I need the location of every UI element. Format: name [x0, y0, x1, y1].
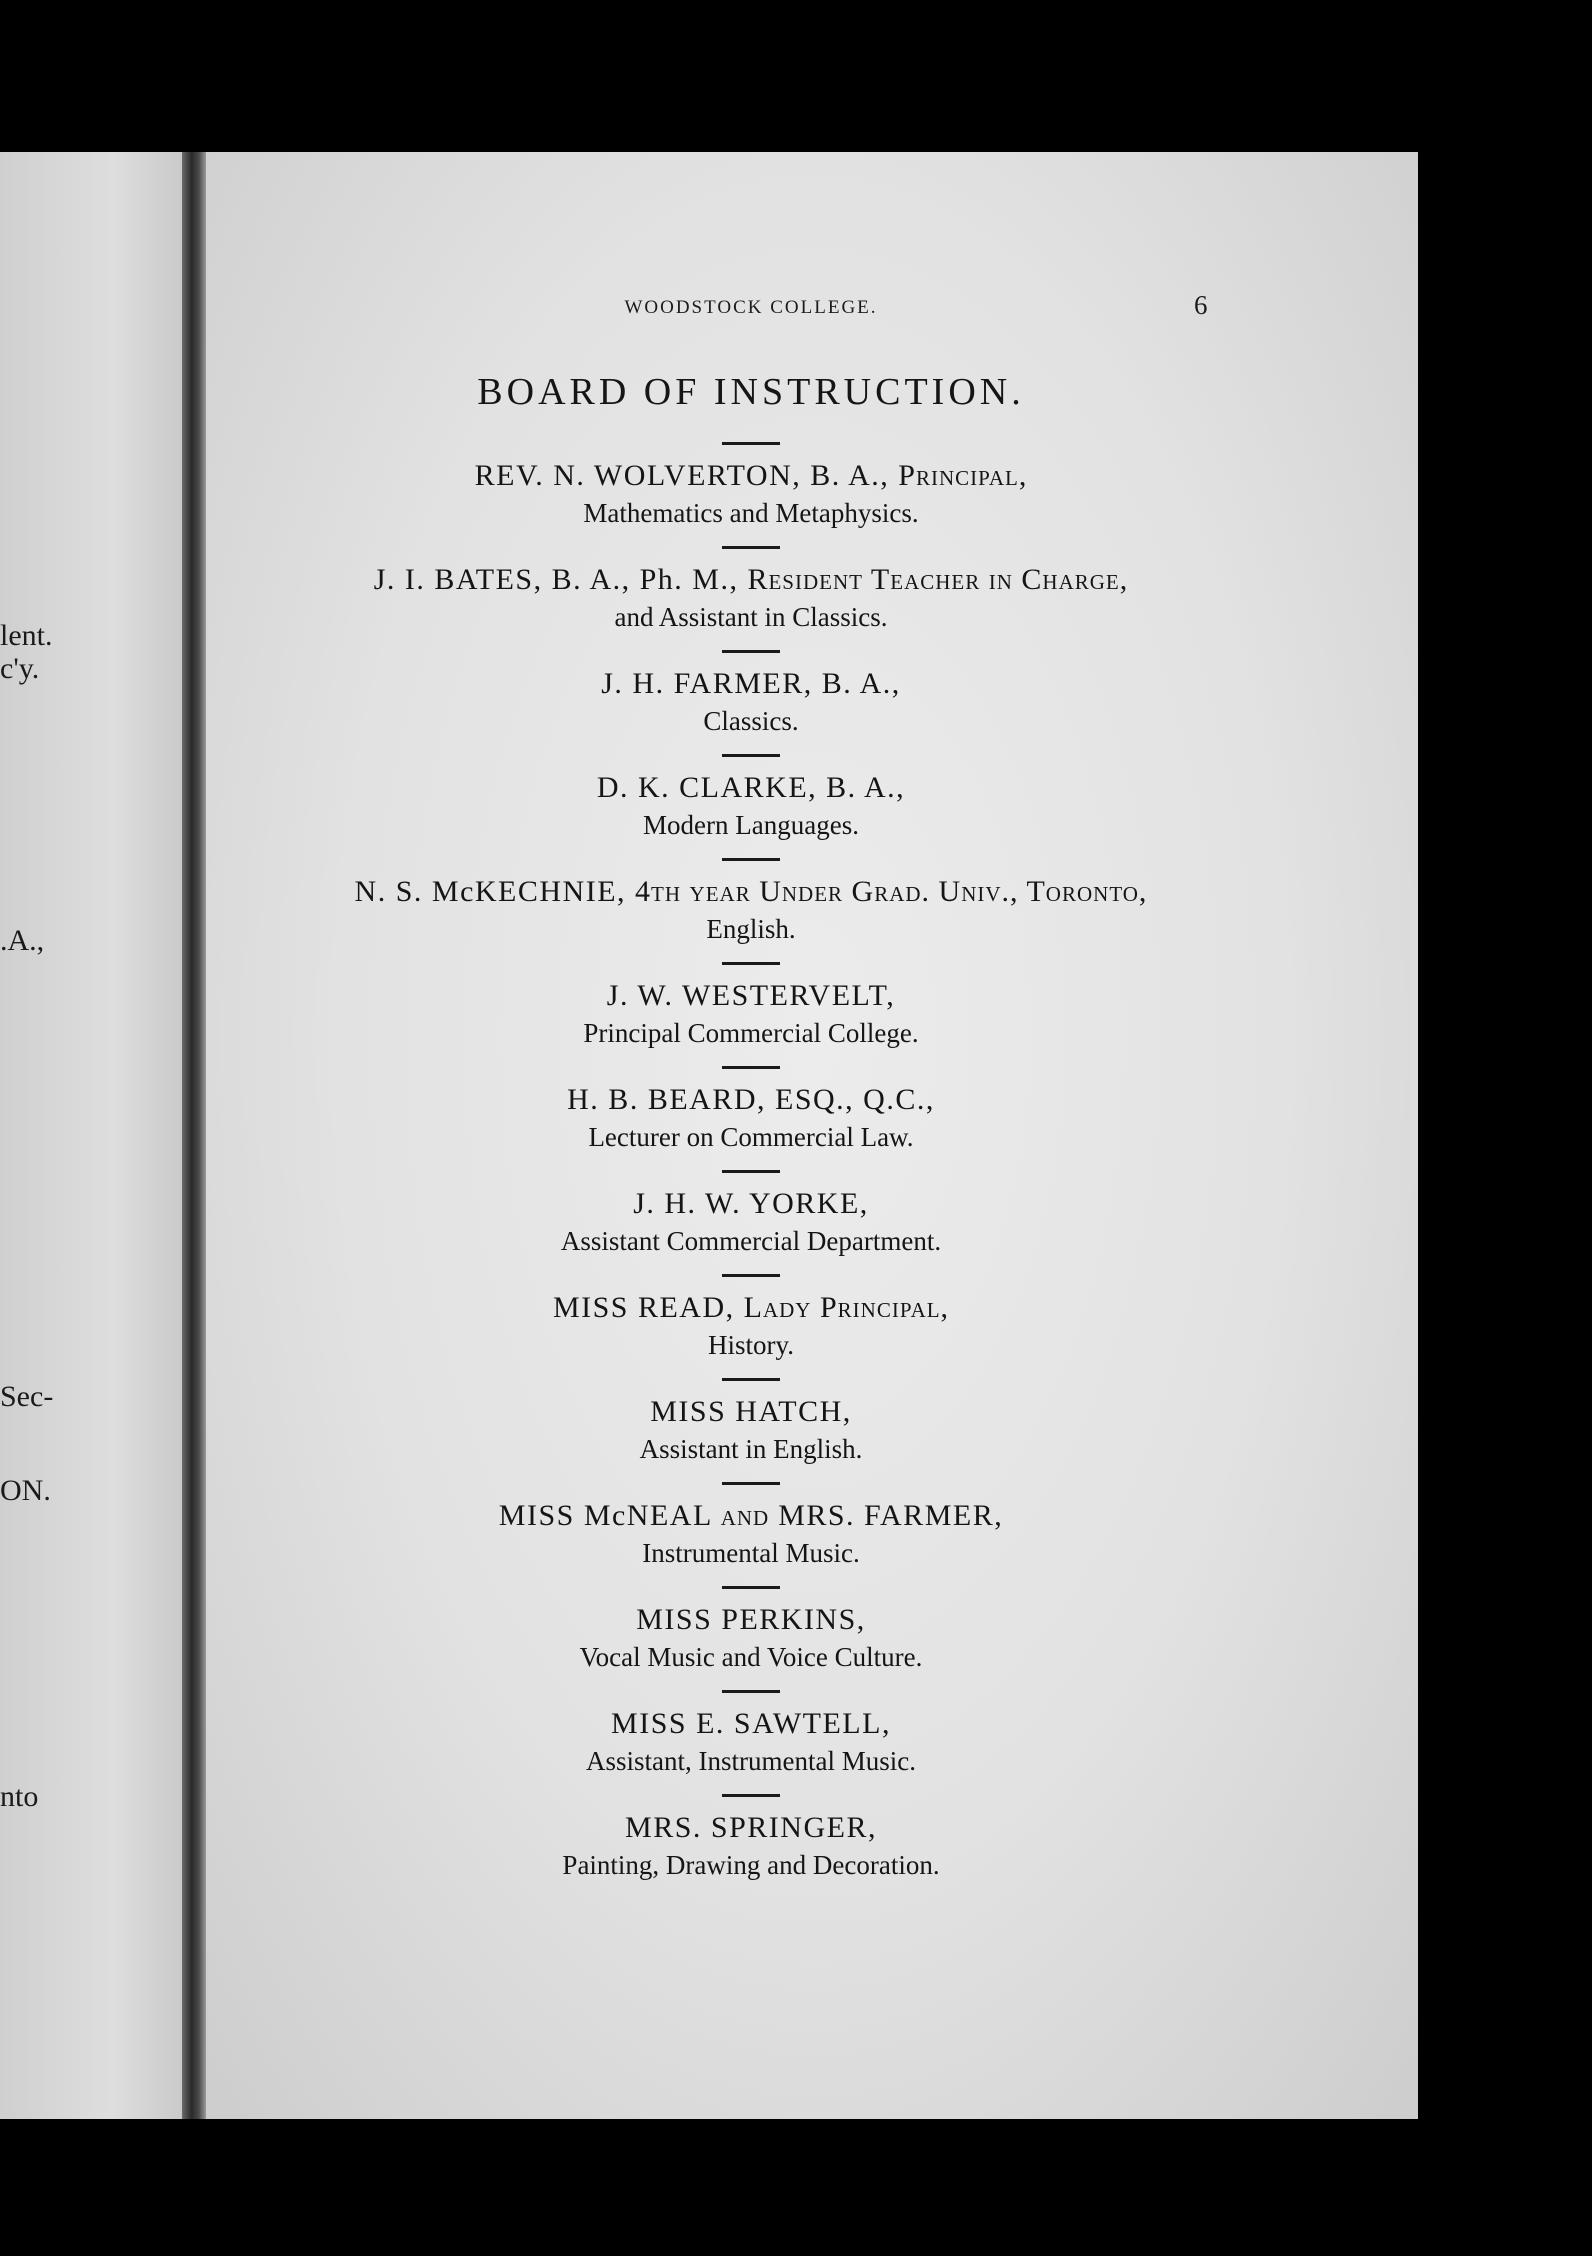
faculty-subject: Assistant in English. — [639, 1434, 863, 1464]
faculty-name: MISS HATCH, — [650, 1395, 852, 1428]
faculty-name: MISS READ, — [552, 1291, 735, 1324]
faculty-entry — [206, 650, 1296, 739]
faculty-name: J. W. WESTERVELT, — [606, 979, 896, 1012]
faculty-name: REV. N. WOLVERTON, B. A., — [474, 459, 890, 492]
left-page-fragment: Sec- — [0, 1380, 54, 1413]
divider — [722, 650, 780, 653]
divider — [722, 1170, 780, 1173]
divider — [722, 1586, 780, 1589]
faculty-entry — [206, 1586, 1296, 1675]
faculty-subject: Instrumental Music. — [642, 1538, 860, 1568]
left-page-fragment: nto — [0, 1780, 39, 1813]
faculty-subject: Principal Commercial College. — [583, 1018, 919, 1048]
faculty-subject: Painting, Drawing and Decoration. — [562, 1850, 940, 1880]
divider — [722, 1690, 780, 1693]
faculty-role: and — [720, 1499, 770, 1532]
faculty-entry — [206, 546, 1296, 635]
left-page-fragment: c'y. — [0, 652, 40, 685]
left-page-fragment: .A., — [0, 924, 45, 957]
faculty-entry — [206, 962, 1296, 1051]
faculty-name-secondary: MRS. FARMER, — [778, 1499, 1004, 1532]
left-page-fragment: lent. — [0, 619, 53, 652]
faculty-name: H. B. BEARD, ESQ., Q.C., — [567, 1083, 935, 1116]
faculty-entry — [206, 1794, 1296, 1883]
faculty-subject: and Assistant in Classics. — [614, 602, 888, 632]
faculty-entry — [206, 1170, 1296, 1259]
faculty-entry — [206, 1482, 1296, 1571]
faculty-list — [206, 442, 1296, 1898]
faculty-subject: Mathematics and Metaphysics. — [583, 498, 919, 528]
faculty-entry — [206, 1690, 1296, 1779]
faculty-subject: Vocal Music and Voice Culture. — [579, 1642, 923, 1672]
faculty-subject: Modern Languages. — [643, 810, 859, 840]
faculty-name: MISS McNEAL — [498, 1499, 712, 1532]
faculty-name: MISS PERKINS, — [636, 1603, 866, 1636]
divider — [722, 1378, 780, 1381]
divider — [722, 442, 780, 445]
faculty-entry — [206, 754, 1296, 843]
left-page-fragment: ON. — [0, 1474, 51, 1507]
faculty-name: D. K. CLARKE, B. A., — [596, 771, 906, 804]
divider — [722, 1274, 780, 1277]
faculty-role: Principal, — [898, 459, 1028, 492]
faculty-subject: Classics. — [703, 706, 799, 736]
document-page — [206, 152, 1418, 2119]
faculty-role: 4th year Under Grad. Univ., Toronto, — [635, 875, 1148, 908]
faculty-subject: Lecturer on Commercial Law. — [588, 1122, 914, 1152]
faculty-subject: Assistant, Instrumental Music. — [586, 1746, 916, 1776]
faculty-name: J. H. FARMER, B. A., — [601, 667, 901, 700]
faculty-subject: Assistant Commercial Department. — [560, 1226, 942, 1256]
faculty-entry — [206, 1274, 1296, 1363]
running-head: WOODSTOCK COLLEGE. — [624, 297, 878, 318]
faculty-entry — [206, 1066, 1296, 1155]
faculty-entry — [206, 1378, 1296, 1467]
faculty-name: MISS E. SAWTELL, — [611, 1707, 891, 1740]
faculty-entry — [206, 858, 1296, 947]
faculty-name: J. H. W. YORKE, — [633, 1187, 869, 1220]
faculty-name: J. I. BATES, B. A., Ph. M., — [373, 563, 739, 596]
faculty-role: Resident Teacher in Charge, — [747, 563, 1129, 596]
faculty-role: Lady Principal, — [743, 1291, 950, 1324]
faculty-subject: History. — [708, 1330, 794, 1360]
divider — [722, 754, 780, 757]
divider — [722, 1066, 780, 1069]
faculty-name: N. S. McKECHNIE, — [354, 875, 627, 908]
previous-page-fragment — [0, 152, 188, 2119]
divider — [722, 546, 780, 549]
faculty-subject: English. — [706, 914, 796, 944]
divider — [722, 1794, 780, 1797]
divider — [722, 962, 780, 965]
faculty-name: MRS. SPRINGER, — [625, 1811, 877, 1844]
divider — [722, 1482, 780, 1485]
faculty-entry — [206, 442, 1296, 531]
book-gutter — [182, 152, 206, 2119]
divider — [722, 858, 780, 861]
page-number: 6 — [1194, 290, 1208, 320]
page-title: BOARD OF INSTRUCTION. — [477, 371, 1025, 413]
